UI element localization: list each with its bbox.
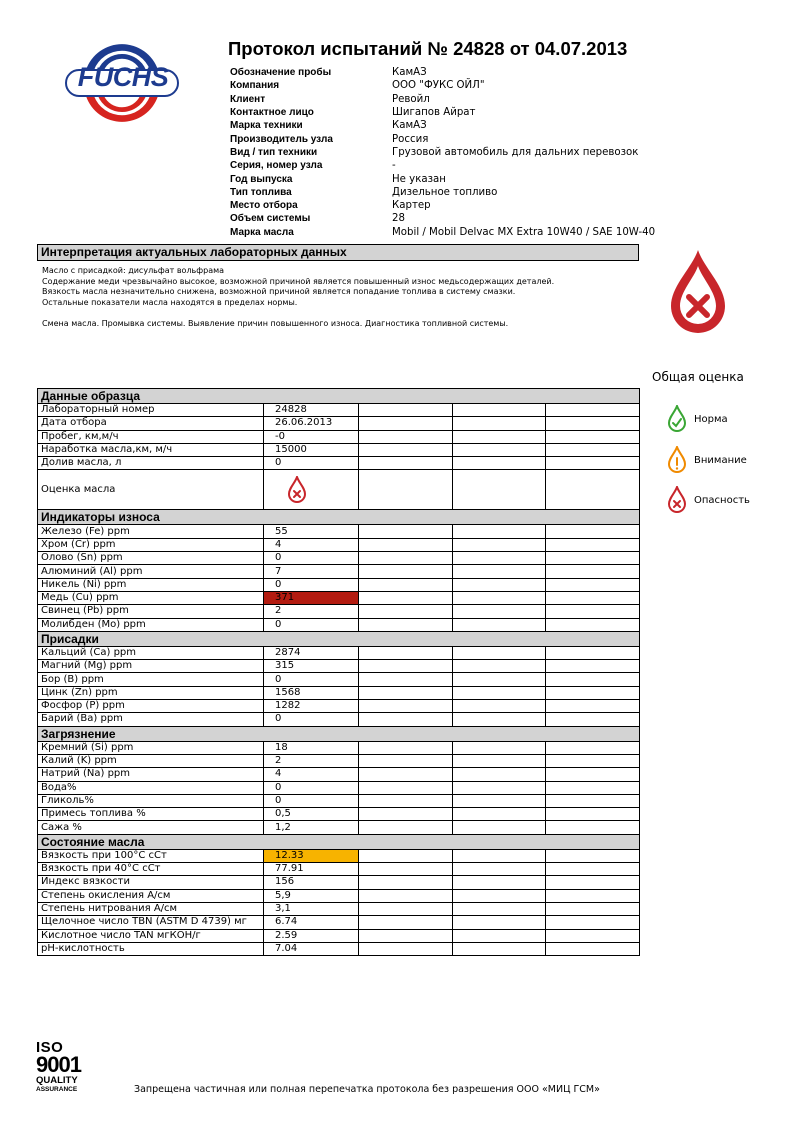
empty-cell bbox=[453, 443, 546, 456]
row-value: 6.74 bbox=[264, 916, 359, 929]
empty-cell bbox=[359, 417, 453, 430]
row-value: 0 bbox=[264, 578, 359, 591]
info-row bbox=[230, 93, 690, 106]
empty-cell bbox=[359, 754, 453, 767]
table-row bbox=[38, 781, 640, 794]
info-value: КамАЗ bbox=[392, 120, 427, 132]
empty-cell bbox=[546, 713, 640, 726]
row-label: Дата отбора bbox=[38, 417, 264, 430]
interpretation-line: Содержание меди чрезвычайно высокое, возможной причиной является повышенный износ медьсодержащих деталей. bbox=[42, 276, 555, 286]
info-label: Контактное лицо bbox=[230, 107, 314, 119]
empty-cell bbox=[546, 686, 640, 699]
empty-cell bbox=[359, 686, 453, 699]
empty-cell bbox=[453, 430, 546, 443]
empty-cell bbox=[546, 565, 640, 578]
row-label: Цинк (Zn) ppm bbox=[38, 686, 264, 699]
table-row bbox=[38, 902, 640, 915]
info-row bbox=[230, 199, 690, 212]
table-row bbox=[38, 768, 640, 781]
row-label: Пробег, км,м/ч bbox=[38, 430, 264, 443]
row-value: 12.33 bbox=[264, 849, 359, 862]
row-label: Натрий (Na) ppm bbox=[38, 768, 264, 781]
row-value: 371 bbox=[264, 591, 359, 604]
info-row bbox=[230, 132, 690, 145]
empty-cell bbox=[359, 538, 453, 551]
row-value: 156 bbox=[264, 876, 359, 889]
table-row bbox=[38, 741, 640, 754]
empty-cell bbox=[453, 849, 546, 862]
row-label: Лабораторный номер bbox=[38, 404, 264, 417]
row-value: 1568 bbox=[264, 686, 359, 699]
row-label: Сажа % bbox=[38, 821, 264, 834]
empty-cell bbox=[359, 660, 453, 673]
empty-cell bbox=[453, 404, 546, 417]
row-label: Калий (K) ppm bbox=[38, 754, 264, 767]
info-label: Тип топлива bbox=[230, 186, 292, 198]
empty-cell bbox=[546, 808, 640, 821]
row-value: 1282 bbox=[264, 700, 359, 713]
info-label: Серия, номер узла bbox=[230, 160, 323, 172]
info-label: Клиент bbox=[230, 93, 266, 105]
row-value: 2 bbox=[264, 754, 359, 767]
info-row bbox=[230, 106, 690, 119]
row-label: Степень нитрования А/см bbox=[38, 902, 264, 915]
results-table bbox=[37, 388, 640, 956]
table-row bbox=[38, 565, 640, 578]
row-value: 0 bbox=[264, 713, 359, 726]
table-row bbox=[38, 605, 640, 618]
iso-quality: QUALITY bbox=[36, 1075, 78, 1086]
empty-cell bbox=[453, 417, 546, 430]
info-label: Место отбора bbox=[230, 200, 298, 212]
row-value: 15000 bbox=[264, 443, 359, 456]
empty-cell bbox=[359, 916, 453, 929]
info-value: Россия bbox=[392, 133, 429, 145]
empty-cell bbox=[546, 618, 640, 631]
legend-label: Опасность bbox=[694, 494, 750, 506]
recommendation: Смена масла. Промывка системы. Выявление причин повышенного износа. Диагностика топливной системы. bbox=[42, 319, 509, 328]
empty-cell bbox=[359, 591, 453, 604]
logo-text: FUCHS bbox=[77, 62, 169, 92]
info-row bbox=[230, 226, 690, 239]
iso-assurance: ASSURANCE bbox=[36, 1086, 78, 1093]
empty-cell bbox=[359, 876, 453, 889]
row-label: Кремний (Si) ppm bbox=[38, 741, 264, 754]
row-value: 4 bbox=[264, 538, 359, 551]
empty-cell bbox=[453, 578, 546, 591]
empty-cell bbox=[359, 578, 453, 591]
interpretation-line: Остальные показатели масла находятся в пределах нормы. bbox=[42, 297, 298, 307]
table-row bbox=[38, 821, 640, 834]
empty-cell bbox=[359, 863, 453, 876]
row-label: Медь (Cu) ppm bbox=[38, 591, 264, 604]
row-value: 0 bbox=[264, 673, 359, 686]
row-label: Щелочное число TBN (ASTM D 4739) мг bbox=[38, 916, 264, 929]
section-title: Индикаторы износа bbox=[38, 510, 640, 525]
info-row bbox=[230, 119, 690, 132]
empty-cell bbox=[453, 457, 546, 470]
empty-cell bbox=[546, 741, 640, 754]
row-label: Магний (Mg) ppm bbox=[38, 660, 264, 673]
row-value: 5,9 bbox=[264, 889, 359, 902]
table-row bbox=[38, 470, 640, 510]
info-value: Дизельное топливо bbox=[392, 186, 498, 198]
row-value: 3,1 bbox=[264, 902, 359, 915]
empty-cell bbox=[453, 591, 546, 604]
table-row bbox=[38, 754, 640, 767]
empty-cell bbox=[359, 404, 453, 417]
table-row bbox=[38, 849, 640, 862]
row-value: 7 bbox=[264, 565, 359, 578]
empty-cell bbox=[359, 794, 453, 807]
footer-note: Запрещена частичная или полная перепечатка протокола без разрешения ООО «МИЦ ГСМ» bbox=[134, 1084, 600, 1095]
iso-9001-badge bbox=[36, 1040, 82, 1094]
empty-cell bbox=[453, 929, 546, 942]
empty-cell bbox=[546, 443, 640, 456]
info-value: 28 bbox=[392, 213, 405, 225]
empty-cell bbox=[359, 889, 453, 902]
table-row bbox=[38, 525, 640, 538]
page-title: Протокол испытаний № 24828 от 04.07.2013 bbox=[228, 38, 628, 59]
row-label: Вязкость при 100°C сСт bbox=[38, 849, 264, 862]
row-label: Бор (B) ppm bbox=[38, 673, 264, 686]
section-header bbox=[38, 834, 640, 849]
empty-cell bbox=[453, 660, 546, 673]
table-row bbox=[38, 876, 640, 889]
info-value: Mobil / Mobil Delvac MX Extra 10W40 / SAE 10W-40 bbox=[392, 226, 656, 238]
table-row bbox=[38, 404, 640, 417]
info-value: Грузовой автомобиль для дальних перевозок bbox=[392, 146, 639, 158]
empty-cell bbox=[359, 470, 453, 510]
sample-info bbox=[230, 66, 690, 239]
empty-cell bbox=[453, 942, 546, 955]
table-row bbox=[38, 686, 640, 699]
row-value: 4 bbox=[264, 768, 359, 781]
empty-cell bbox=[359, 605, 453, 618]
empty-cell bbox=[359, 902, 453, 915]
section-title: Присадки bbox=[38, 631, 640, 646]
table-row bbox=[38, 552, 640, 565]
empty-cell bbox=[453, 470, 546, 510]
row-label: Алюминий (Al) ppm bbox=[38, 565, 264, 578]
empty-cell bbox=[359, 929, 453, 942]
empty-cell bbox=[546, 781, 640, 794]
row-label: Железо (Fe) ppm bbox=[38, 525, 264, 538]
interpretation-text bbox=[42, 266, 642, 330]
row-value: 0 bbox=[264, 618, 359, 631]
table-row bbox=[38, 591, 640, 604]
legend-label: Внимание bbox=[694, 454, 747, 466]
row-label: Кислотное число TAN мгКОН/г bbox=[38, 929, 264, 942]
info-label: Год выпуска bbox=[230, 173, 293, 185]
table-row bbox=[38, 618, 640, 631]
table-row bbox=[38, 457, 640, 470]
table-row bbox=[38, 700, 640, 713]
empty-cell bbox=[359, 673, 453, 686]
table-row bbox=[38, 713, 640, 726]
check-drop-icon bbox=[667, 405, 687, 433]
info-value: Шигапов Айрат bbox=[392, 107, 476, 119]
row-label: Свинец (Pb) ppm bbox=[38, 605, 264, 618]
iso-number: 9001 bbox=[36, 1052, 81, 1077]
row-label: Никель (Ni) ppm bbox=[38, 578, 264, 591]
empty-cell bbox=[546, 794, 640, 807]
info-row bbox=[230, 172, 690, 185]
info-row bbox=[230, 186, 690, 199]
row-label: Степень окисления А/см bbox=[38, 889, 264, 902]
danger-drop-icon bbox=[287, 476, 307, 504]
empty-cell bbox=[453, 902, 546, 915]
empty-cell bbox=[359, 618, 453, 631]
empty-cell bbox=[453, 686, 546, 699]
row-label: Кальций (Ca) ppm bbox=[38, 646, 264, 659]
legend-item-norm bbox=[667, 404, 728, 434]
row-label: pH-кислотность bbox=[38, 942, 264, 955]
empty-cell bbox=[453, 713, 546, 726]
empty-cell bbox=[546, 578, 640, 591]
empty-cell bbox=[359, 525, 453, 538]
row-label: Индекс вязкости bbox=[38, 876, 264, 889]
row-label: Хром (Cr) ppm bbox=[38, 538, 264, 551]
empty-cell bbox=[546, 929, 640, 942]
empty-cell bbox=[546, 889, 640, 902]
row-value bbox=[264, 470, 359, 510]
info-value: Ревойл bbox=[392, 93, 430, 105]
empty-cell bbox=[453, 821, 546, 834]
row-value: 0 bbox=[264, 552, 359, 565]
row-value: 7.04 bbox=[264, 942, 359, 955]
info-row bbox=[230, 79, 690, 92]
iso-top: ISO bbox=[36, 1039, 64, 1056]
row-value: -0 bbox=[264, 430, 359, 443]
interpretation-heading: Интерпретация актуальных лабораторных данных bbox=[37, 244, 639, 261]
table-row bbox=[38, 889, 640, 902]
table-row bbox=[38, 863, 640, 876]
danger-drop-icon bbox=[667, 248, 729, 334]
empty-cell bbox=[546, 552, 640, 565]
empty-cell bbox=[546, 417, 640, 430]
empty-cell bbox=[453, 876, 546, 889]
table-row bbox=[38, 443, 640, 456]
empty-cell bbox=[359, 430, 453, 443]
empty-cell bbox=[359, 646, 453, 659]
empty-cell bbox=[359, 565, 453, 578]
section-title: Состояние масла bbox=[38, 834, 640, 849]
empty-cell bbox=[453, 538, 546, 551]
empty-cell bbox=[546, 942, 640, 955]
row-value: 2 bbox=[264, 605, 359, 618]
info-label: Марка масла bbox=[230, 226, 294, 238]
empty-cell bbox=[453, 525, 546, 538]
info-value: Картер bbox=[392, 200, 431, 212]
danger-drop-icon bbox=[667, 486, 687, 514]
empty-cell bbox=[359, 457, 453, 470]
empty-cell bbox=[359, 552, 453, 565]
row-value: 55 bbox=[264, 525, 359, 538]
empty-cell bbox=[546, 591, 640, 604]
row-value: 0 bbox=[264, 781, 359, 794]
empty-cell bbox=[546, 525, 640, 538]
empty-cell bbox=[359, 443, 453, 456]
info-label: Обозначение пробы bbox=[230, 67, 332, 79]
empty-cell bbox=[453, 781, 546, 794]
table-row bbox=[38, 942, 640, 955]
info-value: ООО "ФУКС ОЙЛ" bbox=[392, 80, 485, 92]
row-value: 24828 bbox=[264, 404, 359, 417]
row-value: 315 bbox=[264, 660, 359, 673]
info-label: Производитель узла bbox=[230, 133, 333, 145]
empty-cell bbox=[453, 673, 546, 686]
info-row bbox=[230, 212, 690, 225]
section-header bbox=[38, 631, 640, 646]
table-row bbox=[38, 916, 640, 929]
empty-cell bbox=[359, 713, 453, 726]
fuchs-logo bbox=[64, 30, 180, 126]
empty-cell bbox=[546, 404, 640, 417]
empty-cell bbox=[453, 552, 546, 565]
empty-cell bbox=[453, 605, 546, 618]
empty-cell bbox=[546, 538, 640, 551]
empty-cell bbox=[453, 794, 546, 807]
row-label: Долив масла, л bbox=[38, 457, 264, 470]
row-label: Вязкость при 40°C сСт bbox=[38, 863, 264, 876]
empty-cell bbox=[359, 741, 453, 754]
row-value: 1,2 bbox=[264, 821, 359, 834]
exclamation-drop-icon bbox=[667, 446, 687, 474]
empty-cell bbox=[453, 741, 546, 754]
empty-cell bbox=[359, 821, 453, 834]
row-value: 18 bbox=[264, 741, 359, 754]
empty-cell bbox=[546, 660, 640, 673]
empty-cell bbox=[359, 849, 453, 862]
empty-cell bbox=[453, 646, 546, 659]
legend-title: Общая оценка bbox=[652, 370, 744, 384]
empty-cell bbox=[359, 700, 453, 713]
empty-cell bbox=[453, 768, 546, 781]
empty-cell bbox=[546, 863, 640, 876]
empty-cell bbox=[453, 863, 546, 876]
legend-label: Норма bbox=[694, 413, 728, 425]
legend-item-danger bbox=[667, 485, 750, 515]
empty-cell bbox=[546, 916, 640, 929]
row-label: Молибден (Mo) ppm bbox=[38, 618, 264, 631]
interpretation-line: Масло с присадкой: дисульфат вольфрама bbox=[42, 266, 225, 275]
empty-cell bbox=[546, 768, 640, 781]
empty-cell bbox=[546, 646, 640, 659]
empty-cell bbox=[453, 754, 546, 767]
legend-item-warning bbox=[667, 445, 747, 475]
info-value: Не указан bbox=[392, 173, 446, 185]
table-row bbox=[38, 417, 640, 430]
empty-cell bbox=[453, 700, 546, 713]
info-value: КамАЗ bbox=[392, 67, 427, 79]
section-title: Загрязнение bbox=[38, 726, 640, 741]
table-row bbox=[38, 808, 640, 821]
section-header bbox=[38, 726, 640, 741]
row-value: 0 bbox=[264, 457, 359, 470]
row-value: 26.06.2013 bbox=[264, 417, 359, 430]
empty-cell bbox=[546, 700, 640, 713]
row-label: Олово (Sn) ppm bbox=[38, 552, 264, 565]
table-row bbox=[38, 929, 640, 942]
empty-cell bbox=[546, 821, 640, 834]
empty-cell bbox=[359, 768, 453, 781]
table-row bbox=[38, 646, 640, 659]
row-label: Фосфор (P) ppm bbox=[38, 700, 264, 713]
row-label: Оценка масла bbox=[38, 470, 264, 510]
empty-cell bbox=[359, 808, 453, 821]
empty-cell bbox=[359, 942, 453, 955]
table-row bbox=[38, 673, 640, 686]
empty-cell bbox=[453, 916, 546, 929]
empty-cell bbox=[453, 889, 546, 902]
row-label: Вода% bbox=[38, 781, 264, 794]
empty-cell bbox=[546, 849, 640, 862]
empty-cell bbox=[453, 565, 546, 578]
empty-cell bbox=[546, 876, 640, 889]
info-row bbox=[230, 146, 690, 159]
row-value: 0,5 bbox=[264, 808, 359, 821]
empty-cell bbox=[546, 457, 640, 470]
empty-cell bbox=[546, 754, 640, 767]
empty-cell bbox=[453, 808, 546, 821]
row-label: Примесь топлива % bbox=[38, 808, 264, 821]
info-label: Компания bbox=[230, 80, 280, 92]
info-label: Марка техники bbox=[230, 120, 303, 132]
table-row bbox=[38, 538, 640, 551]
row-value: 2.59 bbox=[264, 929, 359, 942]
info-label: Объем системы bbox=[230, 213, 311, 225]
section-title: Данные образца bbox=[38, 389, 640, 404]
table-row bbox=[38, 578, 640, 591]
info-value: - bbox=[392, 160, 396, 172]
empty-cell bbox=[546, 673, 640, 686]
info-row bbox=[230, 159, 690, 172]
empty-cell bbox=[546, 605, 640, 618]
section-header bbox=[38, 510, 640, 525]
empty-cell bbox=[546, 902, 640, 915]
table-row bbox=[38, 794, 640, 807]
row-value: 2874 bbox=[264, 646, 359, 659]
table-row bbox=[38, 430, 640, 443]
empty-cell bbox=[546, 470, 640, 510]
empty-cell bbox=[453, 618, 546, 631]
info-label: Вид / тип техники bbox=[230, 146, 318, 158]
row-label: Гликоль% bbox=[38, 794, 264, 807]
info-row bbox=[230, 66, 690, 79]
row-value: 0 bbox=[264, 794, 359, 807]
row-label: Наработка масла,км, м/ч bbox=[38, 443, 264, 456]
row-value: 77.91 bbox=[264, 863, 359, 876]
section-header bbox=[38, 389, 640, 404]
table-row bbox=[38, 660, 640, 673]
empty-cell bbox=[359, 781, 453, 794]
empty-cell bbox=[546, 430, 640, 443]
interpretation-line: Вязкость масла незначительно снижена, возможной причиной является попадание топлива в систему смазки. bbox=[42, 287, 516, 296]
row-label: Барий (Ba) ppm bbox=[38, 713, 264, 726]
